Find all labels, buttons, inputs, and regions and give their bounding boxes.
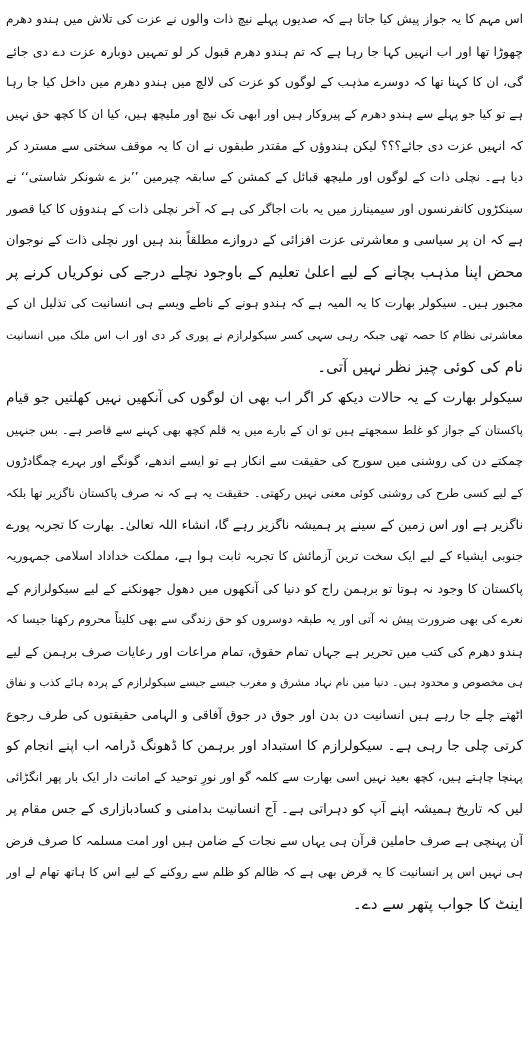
text-line: محض اپنا مذہب بچانے کے لیے اعلیٰ تعلیم کے باوجود نچلے درجے کی نوکریاں کرنے پر — [6, 262, 523, 281]
text-line: اینٹ کا جواب پتھر سے دے۔ — [352, 894, 523, 913]
text-line: چمکتے دن کی روشنی میں سورج کی حقیقت سے انکار ہے تو ایسے اندھے، گونگے اور بہرے چمگادڑوں — [6, 454, 523, 469]
text-line: گی، ان کا کہنا تھا کہ دوسرے مذہب کے لوگوں کو عزت کی لالچ میں ہندو دھرم میں داخل کیا جا رہا — [6, 75, 523, 90]
text-line: سیکولر بھارت کے یہ حالات دیکھ کر اگر اب بھی ان لوگوں کی آنکھیں نہیں کھلتیں جو قیام — [6, 390, 523, 407]
text-line: کہ انہیں عزت دی جائے؟؟؟ لیکن ہندوؤں کے مقتدر طبقوں نے ان کا یہ موقف سختی سے مسترد کر — [6, 138, 523, 154]
text-line: پہنچا چاہتے ہیں، کچھ بعید نہیں اسی بھارت سے کلمہ گو اور نورِ توحید کے امانت دار ایک بار پھر انگڑائی — [6, 770, 523, 785]
text-line: ناگزیر ہے اور اس زمین کے سینے پر ہمیشہ ناگزیر رہے گا، انشاء اللہ تعالیٰ۔ بھارت کا تجربہ پورے — [6, 517, 523, 533]
text-line: نام کی کوئی چیز نظر نہیں آتی۔ — [317, 357, 523, 376]
text-line: اٹھتے چلے جا رہے ہیں انسانیت دن بدن اور جوق در جوق آفاقی و الہامی حقیقتوں کی طرف رجوع — [6, 707, 523, 723]
paragraph-1 — [6, 4, 523, 194]
text-line: ہی مخصوص و محدود ہیں۔ دنیا میں نام نہاد مشرق و مغرب جیسے جیسے سیکولرازم کے پردہ ہائے کذب و نفاق — [6, 676, 523, 690]
text-line: آن پہنچی ہے صرف حاملین قرآن ہی یہاں سے نجات کے ضامن ہیں اور امت مسلمہ کا صرف فرض — [6, 833, 523, 849]
text-line: مجبور ہیں۔ سیکولر بھارت کا یہ المیہ ہے کہ ہندو ہونے کے ناطے ویسے ہی انسانیت کی تذلیل ان کے — [6, 296, 523, 311]
text-line: ہندو دھرم کی کتب میں تحریر ہے جہاں تمام حقوق، تمام مراعات اور رعایات صرف برہمن کے لیے — [6, 643, 523, 659]
text-line: جنوبی ایشیاء کے لیے ایک سخت ترین آزمائش کا تجربہ ثابت ہوا ہے، مملکت خداداد اسلامی جمہوریہ — [6, 549, 523, 564]
paragraph-3 — [6, 383, 523, 920]
text-line: دیا ہے۔ نچلی ذات کے لوگوں اور ملیچھ قبائل کے کمشن کے سابقہ چیرمین ’’بز ے شونکر شاستی‘‘ نے — [6, 169, 523, 184]
text-line: کرتی چلی جا رہی ہے۔ سیکولرازم کا استبداد اور برہمن کا ڈھونگ ڈرامہ اب اپنے انجام کو — [6, 737, 523, 754]
text-line: نعرے کی بھی ضرورت پیش نہ آتی اور یہ طبقہ دوسروں کو حق زندگی سے بھی کلیتاً محروم رکھتا جیسا کہ — [6, 612, 523, 627]
text-line: ہی نہیں اس پر انسانیت کا یہ قرض بھی ہے کہ ظالم کو ظلم سے روکنے کے لیے اس کا ہاتھ تھام لے اور — [6, 865, 523, 880]
paragraph-2 — [6, 194, 523, 384]
text-line: ہے تو کیا جو پہلے سے ہندو دھرم کے پیروکار ہیں اور ابھی تک نیچ اور ملیچھ ہیں، کیا ان کا کچھ حق نہیں — [6, 106, 523, 121]
text-line: لیں کہ تاریخ ہمیشہ اپنے آپ کو دہراتی ہے۔ آج انسانیت بدامنی و کسادبازاری کے جس مقام پر — [6, 801, 523, 817]
text-line: اس مہم کا یہ جواز پیش کیا جاتا ہے کہ صدیوں پہلے نیچ ذات والوں نے عزت کی تلاش میں ہندو دھرم — [6, 12, 523, 26]
text-line: پاکستان کا وجود نہ ہوتا تو برہمن راج کو دنیا کی آنکھوں میں دھول جھونکنے کے لیے سیکولرازم کے — [6, 580, 523, 596]
text-line: سینکڑوں کانفرنسوں اور سیمینارز میں یہ بات اجاگر کی ہے کہ آخر نچلی ذات کے ہندوؤں کا کیا قصور — [6, 201, 523, 216]
text-line: پاکستان کے جواز کو غلط سمجھتے ہیں تو ان کے بارے میں یہ قلم کچھ بھی کہنے سے قاصر ہے۔ بس جنہیں — [6, 422, 523, 437]
text-line: ہے کہ ان پر سیاسی و معاشرتی عزت افزائی کے دروازے مطلقاً بند ہیں اور نچلی ذات کے نوجوان — [6, 233, 523, 249]
text-line: کے لیے کسی طرح کی روشنی کوئی معنی نہیں رکھتی۔ حقیقت یہ ہے کہ نہ صرف پاکستان ناگزیر تھا بلکہ — [6, 485, 523, 500]
text-line: معاشرتی نظام کا حصہ تھی جبکہ رہی سہی کسر سیکولرازم نے پوری کر دی اور اب اس ملک میں انسانیت — [6, 328, 523, 342]
text-line: چھوڑا تھا اور اب انہیں کہا جا رہا ہے کہ تم ہندو دھرم قبول کر لو تمہیں دوبارہ عزت دے دی جائے — [6, 43, 523, 59]
